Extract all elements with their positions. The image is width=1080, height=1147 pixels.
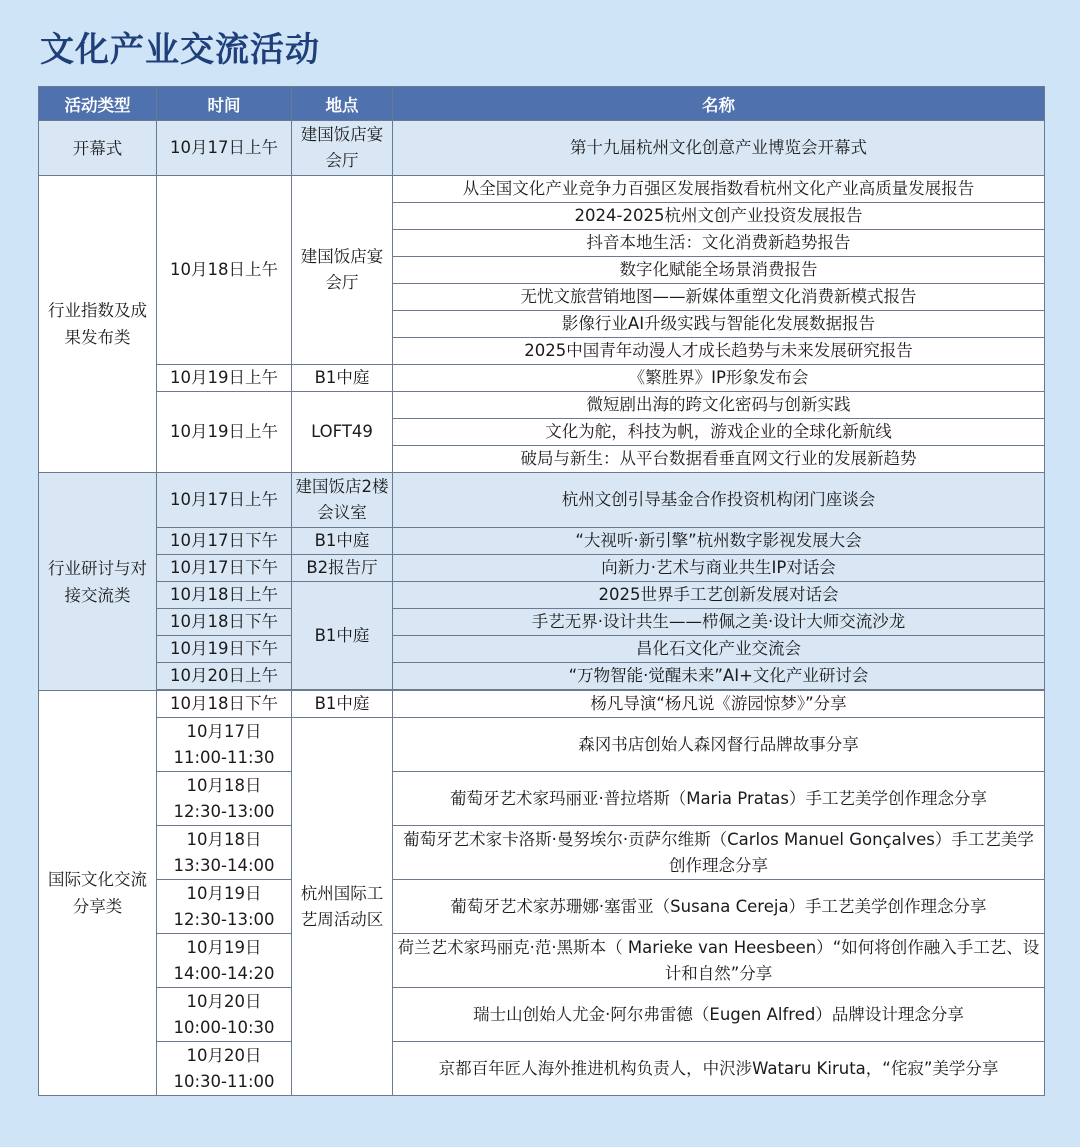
- category-cell: 国际文化交流分享类: [39, 691, 157, 1096]
- location-cell: B1中庭: [292, 365, 393, 392]
- time-cell: 10月19日上午: [157, 365, 292, 392]
- time-cell: 10月17日下午: [157, 555, 292, 582]
- location-cell: 杭州国际工艺周活动区: [292, 718, 393, 1096]
- time-cell: 10月19日下午: [157, 636, 292, 663]
- name-cell: 京都百年匠人海外推进机构负责人，中沢涉Wataru Kiruta，“侘寂”美学分享: [393, 1042, 1045, 1096]
- location-cell: B1中庭: [292, 582, 393, 690]
- table-row: [39, 772, 1045, 826]
- header-location: 地点: [292, 87, 393, 121]
- header-name: 名称: [393, 87, 1045, 121]
- name-cell: 从全国文化产业竞争力百强区发展指数看杭州文化产业高质量发展报告: [393, 176, 1045, 203]
- location-cell: 建国饭店宴会厅: [292, 176, 393, 365]
- table-row: [39, 988, 1045, 1042]
- time-cell: 10月18日上午: [157, 176, 292, 365]
- time-cell: 10月19日 14:00-14:20: [157, 934, 292, 988]
- category-cell: 行业研讨与对接交流类: [39, 473, 157, 691]
- time-cell: 10月18日上午: [157, 582, 292, 609]
- location-cell: 建国饭店宴会厅: [292, 121, 393, 176]
- time-cell: 10月17日上午: [157, 473, 292, 528]
- page-title: 文化产业交流活动: [40, 30, 320, 70]
- name-cell: “大视听·新引擎”杭州数字影视发展大会: [393, 528, 1045, 555]
- location-cell: B2报告厅: [292, 555, 393, 582]
- table-row: [39, 826, 1045, 880]
- name-cell: 杭州文创引导基金合作投资机构闭门座谈会: [393, 473, 1045, 528]
- table-row: [39, 528, 1045, 555]
- time-cell: 10月17日 11:00-11:30: [157, 718, 292, 772]
- table-row: [39, 176, 1045, 203]
- location-cell: LOFT49: [292, 392, 393, 473]
- table-row: [39, 365, 1045, 392]
- name-cell: 2024-2025杭州文创产业投资发展报告: [393, 203, 1045, 230]
- time-cell: 10月19日上午: [157, 392, 292, 473]
- name-cell: 瑞士山创始人尤金·阿尔弗雷德（Eugen Alfred）品牌设计理念分享: [393, 988, 1045, 1042]
- table-row: [39, 473, 1045, 528]
- name-cell: 手艺无界·设计共生——栉佩之美·设计大师交流沙龙: [393, 609, 1045, 636]
- table-row: [39, 880, 1045, 934]
- time-cell: 10月18日 12:30-13:00: [157, 772, 292, 826]
- name-cell: 荷兰艺术家玛丽克·范·黑斯本（ Marieke van Heesbeen）“如何将创作融入手工艺、设计和自然”分享: [393, 934, 1045, 988]
- category-cell: 开幕式: [39, 121, 157, 176]
- location-cell: B1中庭: [292, 528, 393, 555]
- name-cell: 破局与新生：从平台数据看垂直网文行业的发展新趋势: [393, 446, 1045, 473]
- activity-table: [38, 86, 1045, 1096]
- time-cell: 10月20日 10:30-11:00: [157, 1042, 292, 1096]
- name-cell: 向新力·艺术与商业共生IP对话会: [393, 555, 1045, 582]
- table-row: [39, 121, 1045, 176]
- name-cell: 微短剧出海的跨文化密码与创新实践: [393, 392, 1045, 419]
- name-cell: 森冈书店创始人森冈督行品牌故事分享: [393, 718, 1045, 772]
- header-type: 活动类型: [39, 87, 157, 121]
- location-cell: B1中庭: [292, 691, 393, 718]
- table-row: [39, 392, 1045, 419]
- name-cell: 文化为舵，科技为帆，游戏企业的全球化新航线: [393, 419, 1045, 446]
- name-cell: “万物智能·觉醒未来”AI+文化产业研讨会: [393, 663, 1045, 690]
- name-cell: 昌化石文化产业交流会: [393, 636, 1045, 663]
- time-cell: 10月17日上午: [157, 121, 292, 176]
- table-row: [39, 934, 1045, 988]
- table-row: [39, 691, 1045, 718]
- table-header-row: [39, 87, 1045, 121]
- name-cell: 影像行业AI升级实践与智能化发展数据报告: [393, 311, 1045, 338]
- name-cell: 无忧文旅营销地图——新媒体重塑文化消费新模式报告: [393, 284, 1045, 311]
- header-time: 时间: [157, 87, 292, 121]
- table-row: [39, 582, 1045, 609]
- name-cell: 葡萄牙艺术家玛丽亚·普拉塔斯（Maria Pratas）手工艺美学创作理念分享: [393, 772, 1045, 826]
- table-row: [39, 636, 1045, 663]
- name-cell: 数字化赋能全场景消费报告: [393, 257, 1045, 284]
- table-row: [39, 555, 1045, 582]
- name-cell: 杨凡导演“杨凡说《游园惊梦》”分享: [393, 691, 1045, 718]
- time-cell: 10月18日 13:30-14:00: [157, 826, 292, 880]
- name-cell: 2025世界手工艺创新发展对话会: [393, 582, 1045, 609]
- time-cell: 10月17日下午: [157, 528, 292, 555]
- time-cell: 10月18日下午: [157, 609, 292, 636]
- name-cell: 2025中国青年动漫人才成长趋势与未来发展研究报告: [393, 338, 1045, 365]
- time-cell: 10月19日 12:30-13:00: [157, 880, 292, 934]
- location-cell: 建国饭店2楼会议室: [292, 473, 393, 528]
- table-row: [39, 663, 1045, 690]
- table-row: [39, 1042, 1045, 1096]
- category-cell: 行业指数及成果发布类: [39, 176, 157, 473]
- time-cell: 10月20日 10:00-10:30: [157, 988, 292, 1042]
- time-cell: 10月20日上午: [157, 663, 292, 690]
- name-cell: 第十九届杭州文化创意产业博览会开幕式: [393, 121, 1045, 176]
- name-cell: 葡萄牙艺术家卡洛斯·曼努埃尔·贡萨尔维斯（Carlos Manuel Gonçalves）手工艺美学创作理念分享: [393, 826, 1045, 880]
- table-row: [39, 718, 1045, 772]
- time-cell: 10月18日下午: [157, 691, 292, 718]
- name-cell: 抖音本地生活：文化消费新趋势报告: [393, 230, 1045, 257]
- name-cell: 葡萄牙艺术家苏珊娜·塞雷亚（Susana Cereja）手工艺美学创作理念分享: [393, 880, 1045, 934]
- name-cell: 《繁胜界》IP形象发布会: [393, 365, 1045, 392]
- table-row: [39, 609, 1045, 636]
